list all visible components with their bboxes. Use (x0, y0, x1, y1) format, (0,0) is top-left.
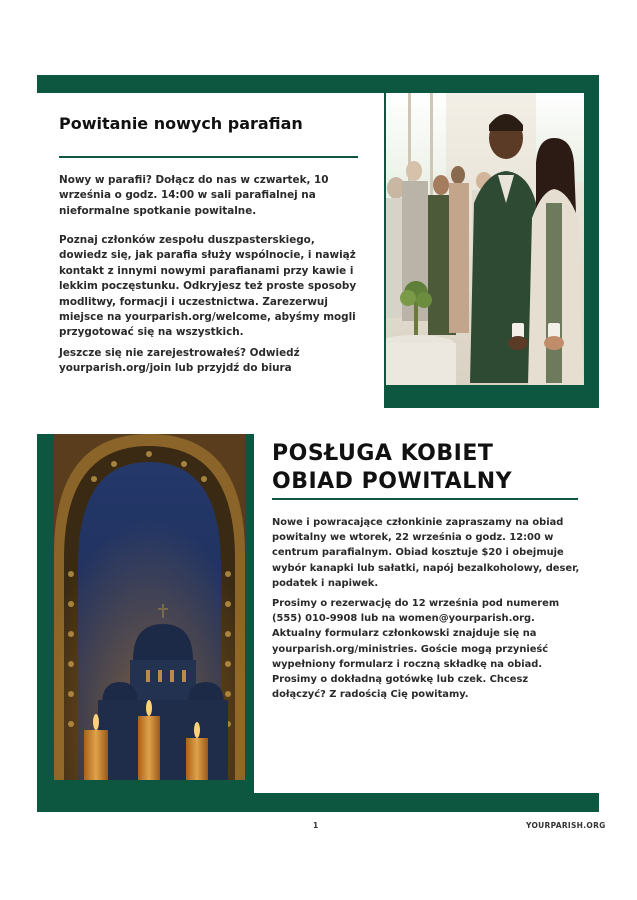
footer-url: YOURPARISH.ORG (526, 821, 606, 830)
page-number: 1 (313, 821, 319, 830)
luncheon-paragraph-2: Prosimy o rezerwację do 12 września pod numerem (555) 010-9908 lub na women@yourparish.org. Aktualny formularz członkowski znajduje się na yourparish.org/ministries. Goście mogą przynieść wypełniony formularz i roczną składkę na obiad. Prosimy o dokładną gotówkę lub czek. Chcesz dołączyć? Z radością Cię powitamy. (272, 598, 560, 701)
luncheon-title-rule (272, 498, 578, 500)
luncheon-title (272, 440, 592, 496)
candles-church-image (54, 434, 245, 780)
welcome-paragraph-2: Poznaj członków zespołu duszpasterskiego, dowiedz się, jak parafia służy wspólnocie, i nawiąż kontakt z innymi nowymi parafianami przy kawie i lekkim poczęstunku. Odkryjesz też proste sposoby modlitwy, formacji i uczestnictwa. Zarezerwuj miejsce na yourparish.org/welcome, abyśmy mogli przygotować się na wszystkich. (59, 234, 357, 339)
luncheon-title-line-2: OBIAD POWITALNY (272, 469, 513, 494)
welcome-top-bar (37, 75, 599, 93)
luncheon-bottom-bar (37, 793, 599, 812)
welcome-title: Powitanie nowych parafian (59, 114, 303, 133)
welcome-paragraph-1: Nowy w parafii? Dołącz do nas w czwartek, 10 września o godz. 14:00 w sali parafialnej na nieformalne spotkanie powitalne. (59, 174, 329, 217)
welcome-paragraph-3: Jeszcze się nie zarejestrowałeś? Odwiedź yourparish.org/join lub przyjdź do biura (59, 347, 300, 375)
luncheon-paragraph-1: Nowe i powracające członkinie zapraszamy na obiad powitalny we wtorek, 22 września o godz. 12:00 w centrum parafialnym. Obiad kosztuje $20 i obejmuje wybór kanapki lub sałatki, napój bezalkoholowy, deser, podatek i napiwek. (272, 517, 580, 589)
welcome-title-rule (59, 156, 358, 158)
luncheon-title-line-1: POSŁUGA KOBIET (272, 441, 494, 466)
parishioners-photo (386, 93, 584, 385)
